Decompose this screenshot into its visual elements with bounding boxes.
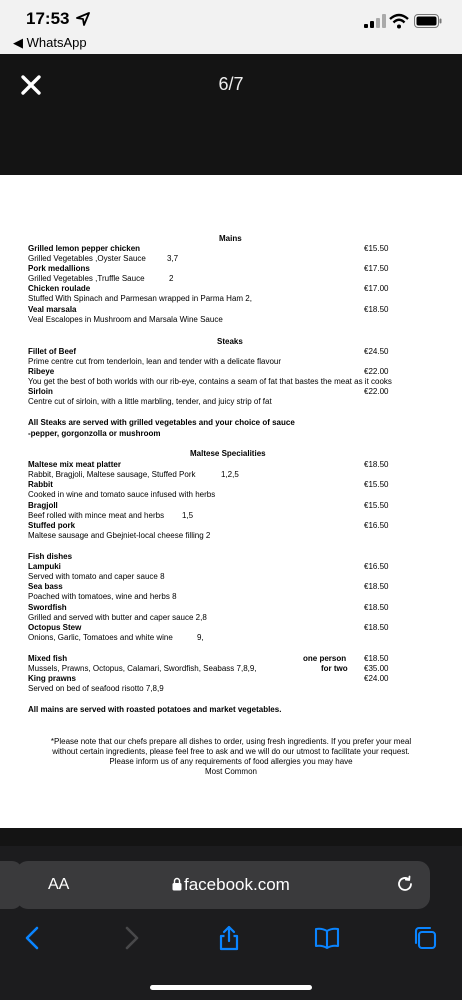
dish-name: Pork medallions [28,264,90,273]
allergy-footnote: Most Common [204,767,257,776]
dish-price: €15.50 [364,501,389,510]
dish-name: Chicken roulade [28,284,91,293]
dish-desc: Centre cut of sirloin, with a little marbling, tender, and juicy strip of fat [28,397,272,406]
dish-price: €16.50 [364,562,389,571]
dish-allergens: 3,7 [167,254,179,263]
dish-price: €18.50 [364,582,389,591]
dish-desc: Poached with tomatoes, wine and herbs 8 [28,592,177,601]
dish-desc: Maltese sausage and Gbejniet-local cheese filling 2 [28,531,211,540]
lock-icon [172,877,182,891]
dish-price: €22.00 [364,387,389,396]
dish-desc: Rabbit, Bragjoli, Maltese sausage, Stuffed Pork [28,470,196,479]
portion-label: one person [303,654,347,663]
dish-price: €24.00 [364,674,389,683]
location-arrow-icon [76,12,90,26]
status-bar [0,0,462,54]
dish-price: €18.50 [364,603,389,612]
dish-desc: Veal Escalopes in Mushroom and Marsala Wine Sauce [28,315,223,324]
menu-document [0,175,462,828]
allergy-footnote: *Please note that our chefs prepare all dishes to order, using fresh ingredients. If you prefer your meal [50,737,412,746]
dish-allergens: 1,2,5 [221,470,239,479]
dish-desc: Stuffed With Spinach and Parmesan wrapped in Parma Ham 2, [28,294,252,303]
section-heading-maltese: Maltese Specialities [190,449,266,458]
dish-allergens: 9, [197,633,204,642]
tabs-icon[interactable] [412,925,438,951]
dish-price: €18.50 [364,460,389,469]
dish-price: €15.50 [364,244,389,253]
dish-name: Sea bass [28,582,63,591]
back-to-whatsapp-link[interactable]: ◀ WhatsApp [13,35,87,50]
dish-name: Maltese mix meat platter [28,460,121,469]
url-text[interactable]: facebook.com [184,875,290,894]
share-icon[interactable] [216,925,242,951]
dish-desc: Onions, Garlic, Tomatoes and white wine [28,633,173,642]
section-heading-mains: Mains [219,234,242,243]
dish-desc: Prime centre cut from tenderloin, lean and tender with a delicate flavour [28,357,282,366]
steak-note: All Steaks are served with grilled vegetables and your choice of sauce [28,418,295,427]
dish-desc: You get the best of both worlds with our rib-eye, contains a seam of fat that bastes the meat as it cooks [28,377,392,386]
status-time: 17:53 [26,9,70,28]
home-indicator[interactable] [150,985,312,990]
dish-allergens: 2 [169,274,174,283]
dish-name: Sirloin [28,387,53,396]
dish-desc: Served on bed of seafood risotto 7,8,9 [28,684,164,693]
dish-desc: Grilled Vegetables ,Truffle Sauce [28,274,145,283]
dish-name: Ribeye [28,367,55,376]
dish-price: €17.00 [364,284,389,293]
dish-price: €16.50 [364,521,389,530]
dish-price: €17.50 [364,264,389,273]
allergy-footnote: Please inform us of any requirements of food allergies you may have [109,757,353,766]
dish-name: Octopus Stew [28,623,82,632]
dish-desc: Grilled Vegetables ,Oyster Sauce [28,254,146,263]
bookmarks-icon[interactable] [314,925,340,951]
page-counter: 6/7 [218,74,244,94]
dish-price: €35.00 [364,664,389,673]
dish-price: €18.50 [364,623,389,632]
dish-desc: Served with tomato and caper sauce 8 [28,572,165,581]
dish-name: Grilled lemon pepper chicken [28,244,141,253]
dish-name: Veal marsala [28,305,77,314]
dish-name: Stuffed pork [28,521,76,530]
section-heading-steaks: Steaks [217,337,243,346]
dish-price: €22.00 [364,367,389,376]
forward-icon[interactable] [118,925,144,951]
dish-price: €15.50 [364,480,389,489]
dish-name: Swordfish [28,603,67,612]
dish-price: €18.50 [364,305,389,314]
dish-desc: Cooked in wine and tomato sauce infused with herbs [28,490,216,499]
dish-name: Mixed fish [28,654,68,663]
dish-desc: Mussels, Prawns, Octopus, Calamari, Swordfish, Seabass 7,8,9, [28,664,257,673]
reader-settings-button[interactable]: AA [48,876,70,893]
dish-name: Rabbit [28,480,53,489]
dish-name: Bragjoll [28,501,58,510]
allergy-footnote: without certain ingredients, please feel free to ask and we will do our utmost to facilitate your request. [52,747,410,756]
mains-note: All mains are served with roasted potatoes and market vegetables. [28,705,282,714]
battery-icon [414,14,442,28]
dish-price: €18.50 [364,654,389,663]
dish-desc: Beef rolled with mince meat and herbs [28,511,165,520]
steak-note: -pepper, gorgonzolla or mushroom [28,429,161,438]
portion-label: for two [321,664,348,673]
dish-name: Lampuki [28,562,61,571]
back-icon[interactable] [20,925,46,951]
section-heading-fish: Fish dishes [28,552,73,561]
dish-name: King prawns [28,674,77,683]
wifi-icon [389,13,409,29]
viewer-header [0,54,462,175]
reload-icon[interactable] [395,874,415,894]
cellular-signal-icon [364,14,386,28]
dish-price: €24.50 [364,347,389,356]
dish-allergens: 1,5 [182,511,194,520]
dish-desc: Grilled and served with butter and caper sauce 2,8 [28,613,207,622]
dish-name: Fillet of Beef [28,347,77,356]
